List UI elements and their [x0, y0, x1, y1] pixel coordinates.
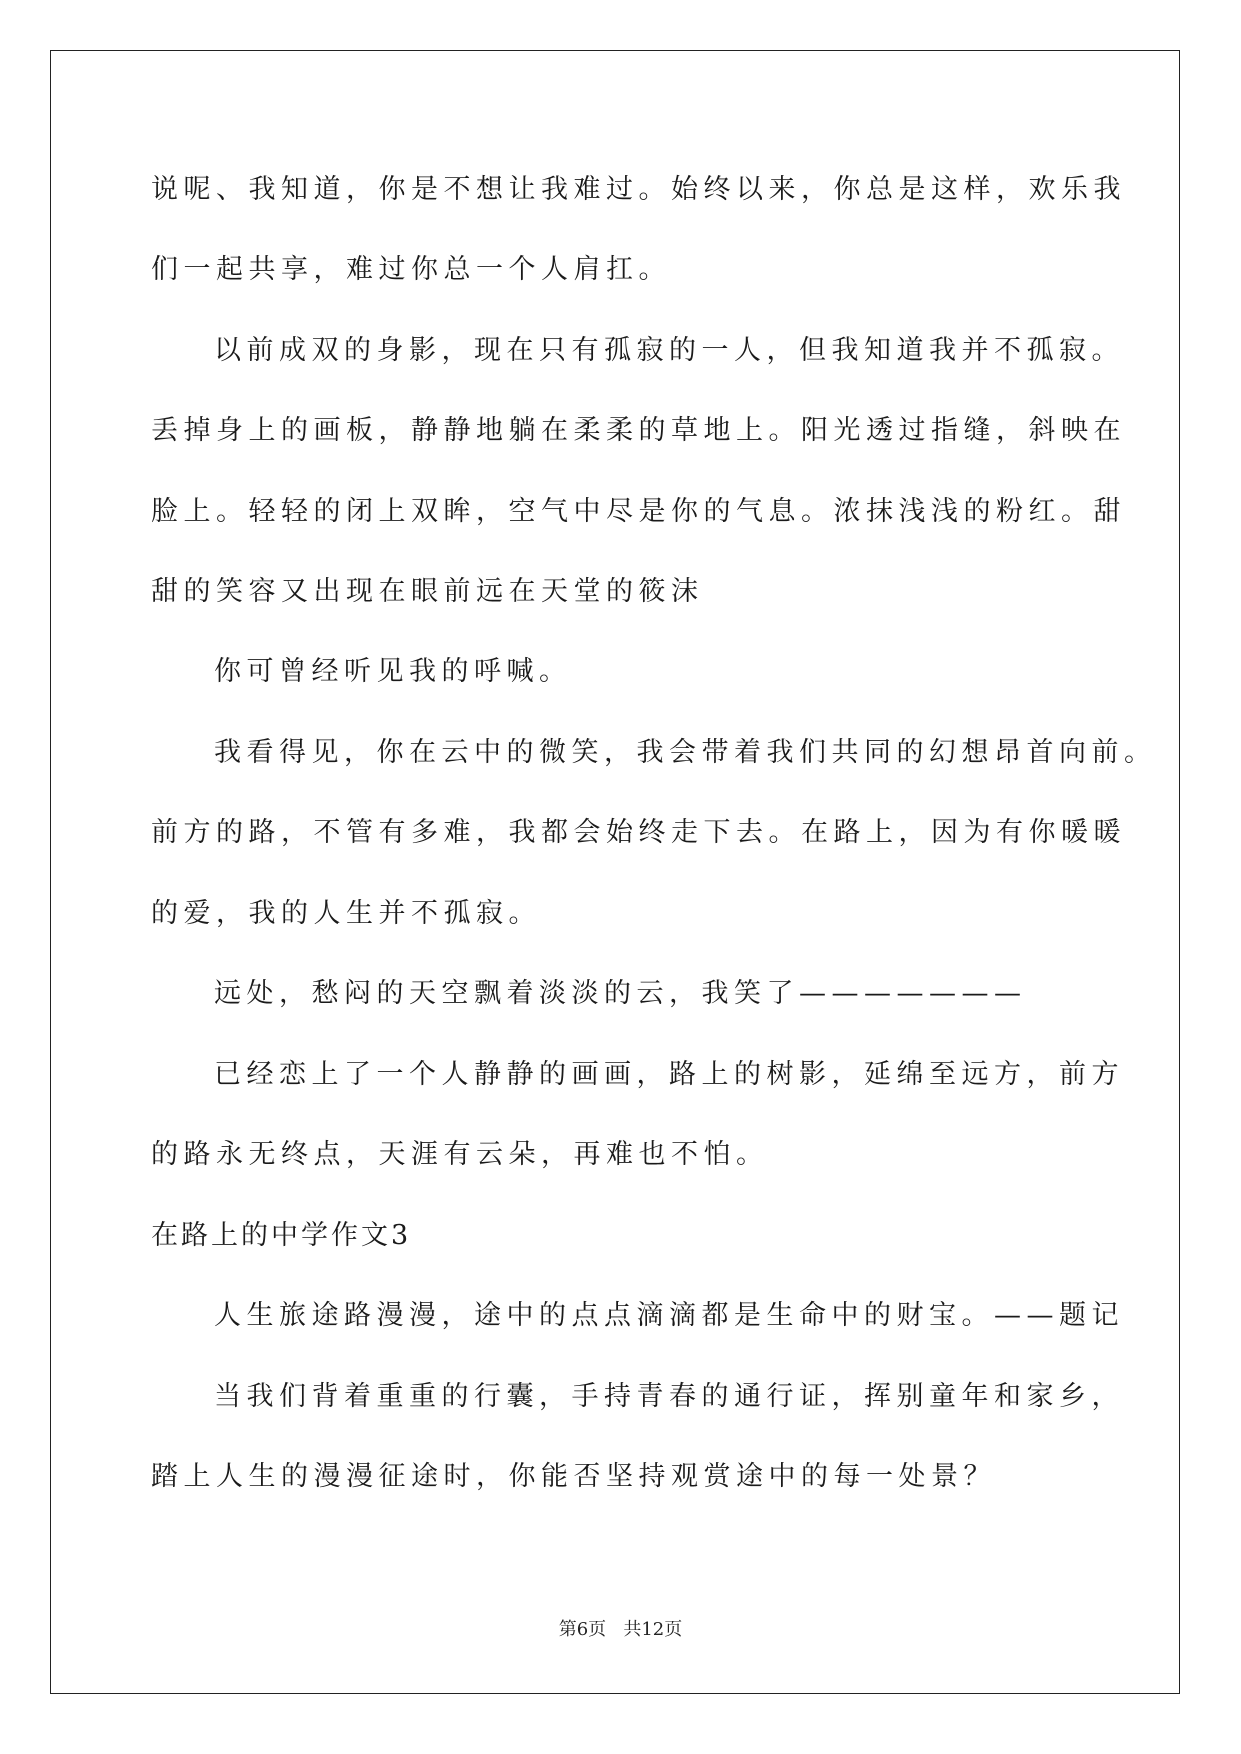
page-number-footer: 第6页 共12页: [558, 1619, 683, 1640]
paragraph-line: 人生旅途路漫漫，途中的点点滴滴都是生命中的财宝。——题记: [214, 1300, 1124, 1331]
paragraph-line: 说呢、我知道，你是不想让我难过。始终以来，你总是这样，欢乐我: [151, 174, 1126, 205]
paragraph-line: 踏上人生的漫漫征途时，你能否坚持观赏途中的每一处景？: [151, 1461, 996, 1492]
paragraph-line: 丢掉身上的画板，静静地躺在柔柔的草地上。阳光透过指缝，斜映在: [151, 415, 1126, 446]
paragraph-line: 已经恋上了一个人静静的画画，路上的树影，延绵至远方，前方: [214, 1059, 1124, 1090]
paragraph-line: 前方的路，不管有多难，我都会始终走下去。在路上，因为有你暖暖: [151, 817, 1126, 848]
paragraph-line: 我看得见，你在云中的微笑，我会带着我们共同的幻想昂首向前。: [214, 737, 1157, 768]
paragraph-line: 甜的笑容又出现在眼前远在天堂的筱沫: [151, 576, 704, 607]
paragraph-line: 远处，愁闷的天空飘着淡淡的云，我笑了———————: [214, 978, 1027, 1009]
page-border: [50, 50, 1180, 1694]
paragraph-line: 脸上。轻轻的闭上双眸，空气中尽是你的气息。浓抹浅浅的粉红。甜: [151, 496, 1126, 527]
paragraph-line: 你可曾经听见我的呼喊。: [214, 656, 572, 687]
paragraph-line: 以前成双的身影，现在只有孤寂的一人，但我知道我并不孤寂。: [214, 335, 1124, 366]
paragraph-line: 们一起共享，难过你总一个人肩扛。: [151, 254, 671, 285]
paragraph-line: 的路永无终点，天涯有云朵，再难也不怕。: [151, 1139, 769, 1170]
paragraph-line: 当我们背着重重的行囊，手持青春的通行证，挥别童年和家乡，: [214, 1381, 1124, 1412]
paragraph-line: 的爱，我的人生并不孤寂。: [151, 898, 541, 929]
section-heading: 在路上的中学作文3: [151, 1220, 412, 1251]
